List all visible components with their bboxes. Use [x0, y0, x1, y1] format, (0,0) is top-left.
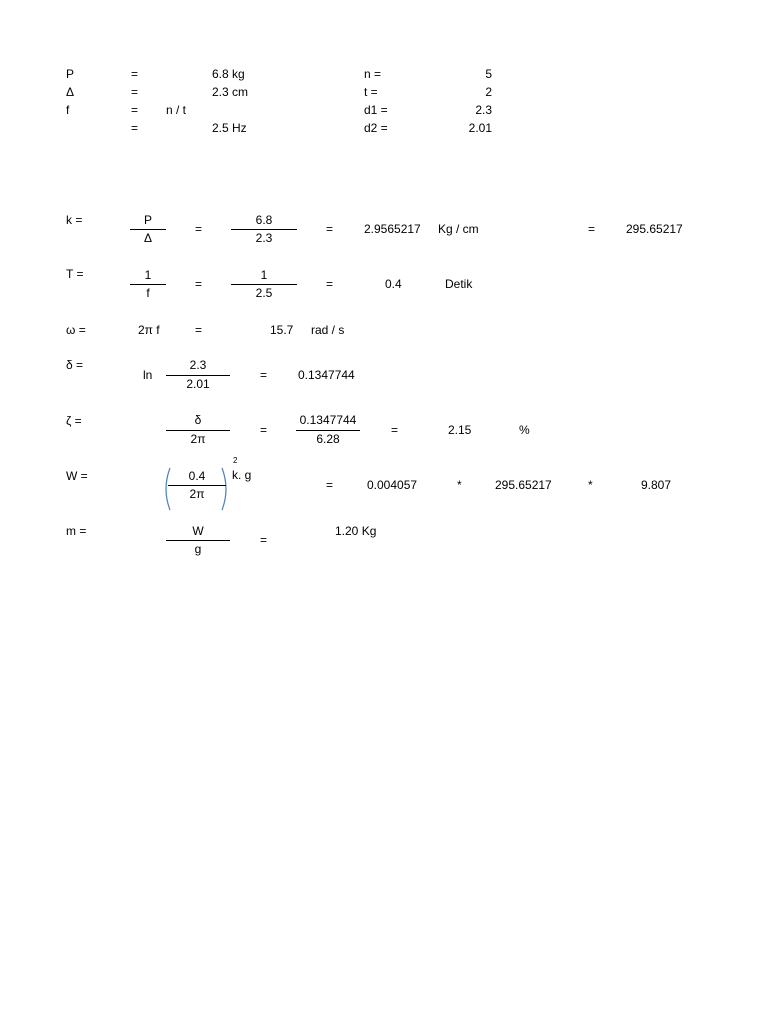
- omega-result: 15.7: [270, 323, 294, 337]
- W-operator-2: *: [588, 478, 593, 492]
- T-denominator-symbol: f: [146, 286, 150, 300]
- W-value-3: 9.807: [641, 478, 672, 492]
- d2-value: 2.01: [468, 121, 492, 135]
- T-label: T =: [66, 267, 84, 281]
- delta-log-fraction-bar: [166, 375, 230, 376]
- zeta-numerator-symbol: δ: [194, 413, 202, 427]
- W-value-1: 0.004057: [367, 478, 418, 492]
- zeta-equals-2: =: [391, 423, 399, 437]
- W-value-2: 295.65217: [495, 478, 552, 492]
- k-equals-3: =: [588, 222, 596, 236]
- f-label: f: [66, 103, 70, 117]
- W-label: W =: [66, 469, 88, 483]
- T-denominator-value: 2.5: [255, 286, 273, 300]
- delta-log-numerator: 2.3: [189, 358, 207, 372]
- T-unit: Detik: [445, 277, 473, 291]
- p-label: P: [66, 67, 75, 81]
- m-numerator: W: [192, 524, 204, 538]
- T-numerator-value: 1: [260, 268, 268, 282]
- d1-value: 2.3: [475, 103, 492, 117]
- k-denominator-symbol: Δ: [143, 231, 152, 245]
- k-result-converted: 295.65217: [626, 222, 683, 236]
- omega-expression: 2π f: [138, 323, 160, 337]
- d1-label: d1 =: [364, 103, 388, 117]
- omega-equals: =: [195, 323, 203, 337]
- zeta-fraction-bar-symbolic: [166, 430, 230, 431]
- k-numerator-value: 6.8: [255, 213, 273, 227]
- f-result-equals: =: [131, 121, 139, 135]
- n-label: n =: [364, 67, 382, 81]
- delta-value: 2.3 cm: [212, 85, 249, 99]
- f-expression: n / t: [166, 103, 187, 117]
- zeta-denominator-symbol: 2π: [190, 432, 206, 446]
- k-unit: Kg / cm: [438, 222, 479, 236]
- delta-log-result: 0.1347744: [298, 368, 355, 382]
- W-numerator: 0.4: [188, 469, 206, 483]
- m-label: m =: [66, 524, 87, 538]
- W-denominator: 2π: [189, 487, 205, 501]
- k-result: 2.9565217: [364, 222, 421, 236]
- t-value: 2: [485, 85, 492, 99]
- T-equals-1: =: [195, 277, 203, 291]
- T-numerator-symbol: 1: [144, 268, 152, 282]
- n-value: 5: [485, 67, 492, 81]
- k-denominator-value: 2.3: [255, 231, 273, 245]
- delta-log-label: δ =: [66, 358, 84, 372]
- p-value: 6.8 kg: [212, 67, 245, 81]
- m-fraction-bar: [166, 540, 230, 541]
- T-equals-2: =: [326, 277, 334, 291]
- f-equals: =: [131, 103, 139, 117]
- delta-equals: =: [131, 85, 139, 99]
- W-fraction-bar: [168, 485, 226, 486]
- W-operator-1: *: [457, 478, 462, 492]
- W-exponent: 2: [233, 456, 238, 465]
- k-equals-2: =: [326, 222, 334, 236]
- t-label: t =: [364, 85, 378, 99]
- zeta-unit: %: [519, 423, 530, 437]
- delta-label: Δ: [66, 85, 75, 99]
- zeta-denominator-value: 6.28: [316, 432, 340, 446]
- W-suffix: k. g: [232, 468, 252, 482]
- zeta-fraction-bar-numeric: [296, 430, 360, 431]
- m-equals: =: [260, 533, 268, 547]
- omega-label: ω =: [66, 323, 86, 337]
- W-equals: =: [326, 478, 334, 492]
- k-label: k =: [66, 213, 83, 227]
- ln-operator: ln: [143, 368, 153, 382]
- T-fraction-bar-numeric: [231, 284, 297, 285]
- zeta-label: ζ =: [66, 414, 82, 428]
- k-fraction-bar-symbolic: [130, 229, 166, 230]
- f-result-value: 2.5 Hz: [212, 121, 247, 135]
- T-result: 0.4: [385, 277, 402, 291]
- zeta-numerator-value: 0.1347744: [299, 413, 357, 427]
- m-denominator: g: [194, 542, 202, 556]
- k-equals-1: =: [195, 222, 203, 236]
- m-result: 1.20 Kg: [335, 524, 377, 538]
- omega-unit: rad / s: [311, 323, 345, 337]
- k-numerator-symbol: P: [143, 213, 152, 227]
- zeta-result: 2.15: [448, 423, 472, 437]
- d2-label: d2 =: [364, 121, 388, 135]
- zeta-equals-1: =: [260, 423, 268, 437]
- delta-log-denominator: 2.01: [186, 377, 210, 391]
- k-fraction-bar-numeric: [231, 229, 297, 230]
- p-equals: =: [131, 67, 139, 81]
- delta-log-equals: =: [260, 368, 268, 382]
- T-fraction-bar-symbolic: [130, 284, 166, 285]
